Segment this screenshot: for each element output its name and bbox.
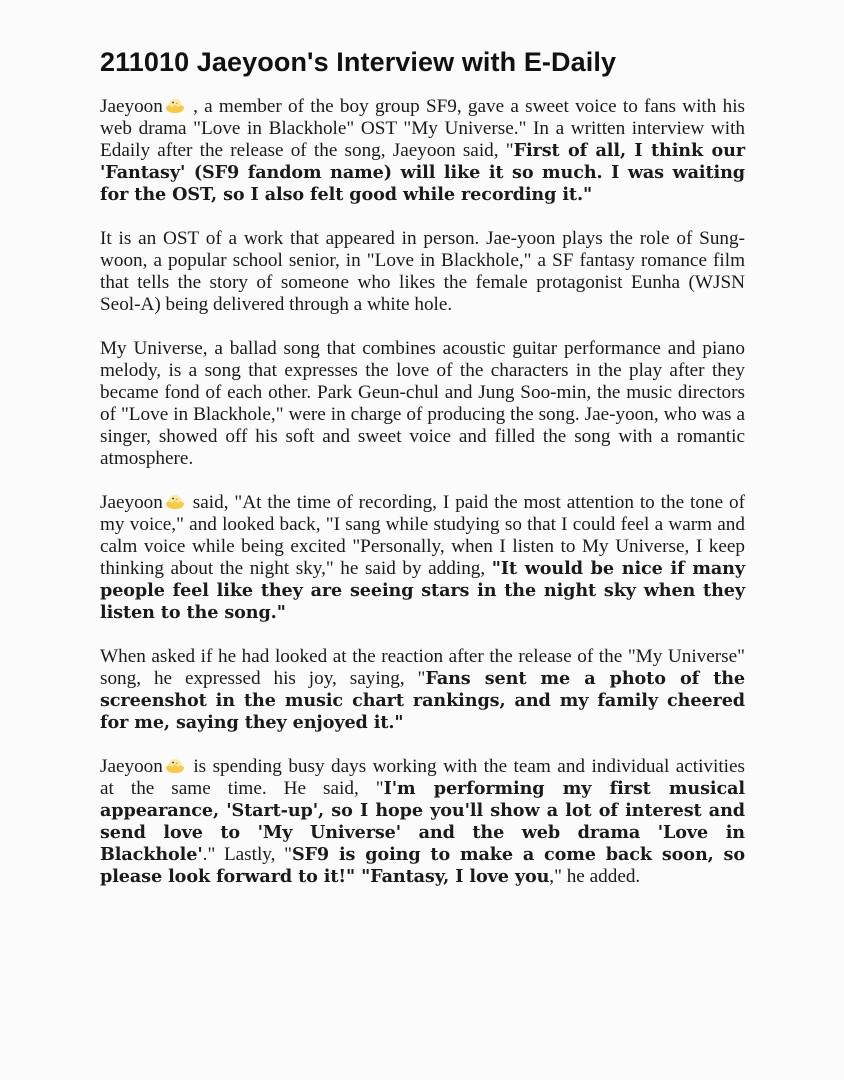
page-title: 211010 Jaeyoon's Interview with E-Daily — [100, 47, 617, 77]
quote-text: "It would be nice if many people feel like they are seeing stars in the night sky when they listen to the song." — [100, 558, 745, 624]
quote-text: Fans sent me a photo of the screenshot in the music chart rankings, and my family cheered for me, saying they enjoyed it." — [100, 668, 746, 734]
paragraph-text: ." Lastly, " — [202, 844, 292, 866]
paragraph-text: ," he added. — [549, 866, 641, 888]
paragraph-text: said, "At the time of recording, I paid the most attention to the tone of my voice," and looked back, "I sang while studying so that I could feel a warm and calm voice while being excited "Personally, when I listen to My Universe, I keep thinking about the night sky," he said by adding, — [100, 492, 745, 580]
paragraph-2: It is an OST of a work that appeared in person. Jae-yoon plays the role of Sung-woon, a popular school senior, in "Love in Blackhole," a SF fantasy romance film that tells the story of someone who likes the female protagonist Eunha (WJSN Seol-A) being delivered through a white hole. — [100, 228, 745, 316]
paragraph-text: Jaeyoon — [100, 756, 163, 778]
paragraph-1 — [100, 96, 745, 206]
paragraph-5 — [100, 646, 745, 734]
paragraph-4 — [100, 492, 745, 624]
paragraph-text: Jaeyoon — [100, 492, 163, 514]
paragraph-6 — [100, 756, 745, 888]
paragraph-text: , a member of the boy group SF9, gave a sweet voice to fans with his web drama "Love in Blackhole" OST "My Universe." In a written interview with Edaily after the release of the song, Jaeyoon said, " — [100, 96, 745, 162]
paragraph-text: is spending busy days working with the team and individual activities at the same time. He said, " — [100, 756, 745, 800]
quote-text: I'm performing my first musical appearance, 'Start-up', so I hope you'll show a lot of interest and send love to 'My Universe' and the web drama 'Love in Blackhole' — [100, 778, 745, 866]
hatching-chick-icon — [165, 96, 185, 114]
article — [100, 46, 745, 910]
quote-text: SF9 is going to make a come back soon, so please look forward to it!" "Fantasy, I love you — [100, 844, 745, 888]
hatching-chick-icon — [165, 756, 185, 774]
paragraph-text: When asked if he had looked at the reaction after the release of the "My Universe" song, he expressed his joy, saying, " — [100, 646, 745, 690]
paragraph-3: My Universe, a ballad song that combines acoustic guitar performance and piano melody, is a song that expresses the love of the characters in the play after they became fond of each other. Park Geun-chul and Jung Soo-min, the music directors of "Love in Blackhole," were in charge of producing the song. Jae-yoon, who was a singer, showed off his soft and sweet voice and filled the song with a romantic atmosphere. — [100, 338, 745, 470]
quote-text: First of all, I think our 'Fantasy' (SF9 fandom name) will like it so much. I was waiting for the OST, so I also felt good while recording it." — [100, 140, 745, 206]
hatching-chick-icon — [165, 492, 185, 510]
paragraph-text: Jaeyoon — [100, 96, 163, 118]
